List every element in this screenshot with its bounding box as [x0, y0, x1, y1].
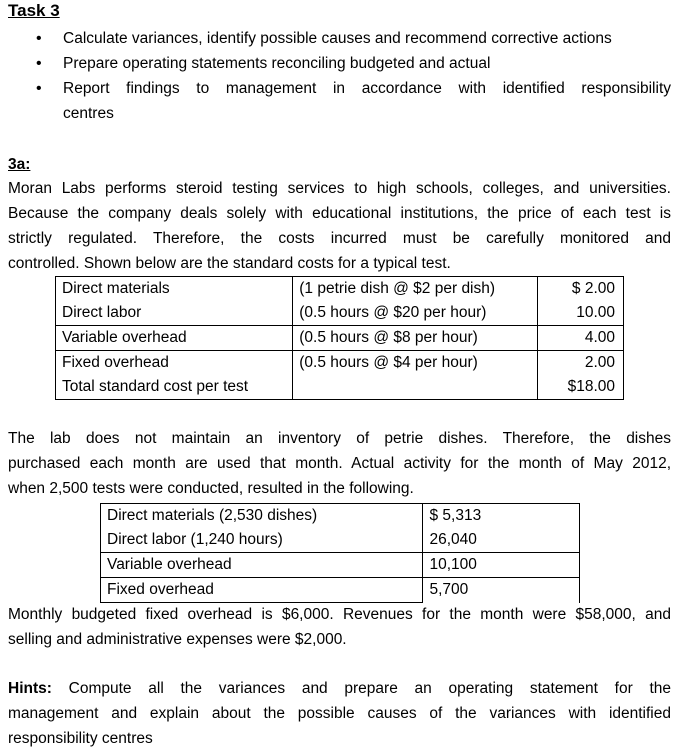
table-cell-amount: $ 5,313 [429, 507, 482, 524]
activity-paragraph [8, 426, 671, 501]
table-cell-amount: $ 2.00 [571, 280, 615, 297]
table-row [101, 528, 580, 553]
table-cell-amount: 4.00 [537, 326, 623, 351]
paragraph-line: responsibility centres [8, 730, 153, 747]
paragraph-line: controlled. Shown below are the standard costs for a typical test. [8, 255, 451, 272]
paragraph-line: Monthly budgeted fixed overhead is $6,000. Revenues for the month were $58,000, and [8, 606, 671, 623]
table-cell-item: Direct materials (2,530 dishes) [101, 504, 423, 529]
standard-cost-table [55, 276, 624, 400]
bullet-item: • Calculate variances, identify possible causes and recommend corrective actions [0, 26, 679, 51]
bullet-item-line: • Report findings to management in accordance with identified responsibility [63, 80, 671, 97]
table-cell-amount: $18.00 [567, 378, 615, 395]
intro-paragraph [8, 176, 671, 276]
table-cell-basis: (1 petrie dish @ $2 per dish) [293, 277, 537, 302]
section-heading-3a: 3a: [8, 156, 31, 173]
table-cell-item: Fixed overhead [56, 351, 293, 376]
paragraph-line: purchased each month are used that month. Actual activity for the month of May 2012, [8, 455, 671, 472]
paragraph-line: strictly regulated. Therefore, the costs incurred must be carefully monitored and [8, 230, 671, 247]
paragraph-line: selling and administrative expenses were $2,000. [8, 631, 347, 648]
table-row [56, 326, 624, 351]
table-row [56, 301, 624, 326]
table-cell-amount: 5,700 [423, 578, 580, 603]
table-cell-basis: (0.5 hours @ $20 per hour) [293, 301, 537, 326]
table-cell-amount: 10,100 [423, 553, 580, 578]
table-cell-amount: 10.00 [576, 304, 615, 321]
paragraph-line: The lab does not maintain an inventory of petrie dishes. Therefore, the dishes [8, 430, 671, 447]
table-cell-item: Direct labor [56, 301, 293, 326]
table-cell-item: Direct materials [56, 277, 293, 302]
table-row [101, 578, 580, 603]
table-cell-amount: 2.00 [537, 351, 623, 376]
table-cell-item: Fixed overhead [101, 578, 423, 603]
paragraph-line: Moran Labs performs steroid testing services to high schools, colleges, and universities. [8, 180, 671, 197]
hints-label: Hints: [8, 680, 52, 697]
task-bullet-list [0, 26, 679, 126]
hints-text: Compute all the variances and prepare an operating statement for the [68, 680, 671, 697]
table-cell-basis: (0.5 hours @ $8 per hour) [293, 326, 537, 351]
task-title: Task 3 [8, 1, 60, 20]
table-row [56, 277, 624, 302]
actual-cost-table [100, 503, 580, 603]
table-row-total [56, 375, 624, 400]
paragraph-line: when 2,500 tests were conducted, resulted in the following. [8, 480, 414, 497]
table-cell-item: Total standard cost per test [56, 375, 293, 400]
table-cell-item: Variable overhead [56, 326, 293, 351]
budget-paragraph [8, 602, 671, 652]
table-row [56, 351, 624, 376]
table-row [101, 553, 580, 578]
table-cell-basis [293, 375, 537, 400]
bullet-item-line: centres [63, 105, 114, 122]
table-row [101, 504, 580, 529]
paragraph-line: management and explain about the possible causes of the variances with identified [8, 705, 671, 722]
table-cell-amount: 26,040 [429, 531, 477, 548]
paragraph-line [8, 676, 671, 701]
hints-paragraph [8, 676, 671, 751]
table-cell-basis: (0.5 hours @ $4 per hour) [293, 351, 537, 376]
paragraph-line: Because the company deals solely with educational institutions, the price of each test is [8, 205, 671, 222]
table-cell-item: Direct labor (1,240 hours) [101, 528, 423, 553]
bullet-item: • Prepare operating statements reconciling budgeted and actual [0, 51, 679, 76]
bullet-item [0, 76, 679, 126]
table-cell-item: Variable overhead [101, 553, 423, 578]
